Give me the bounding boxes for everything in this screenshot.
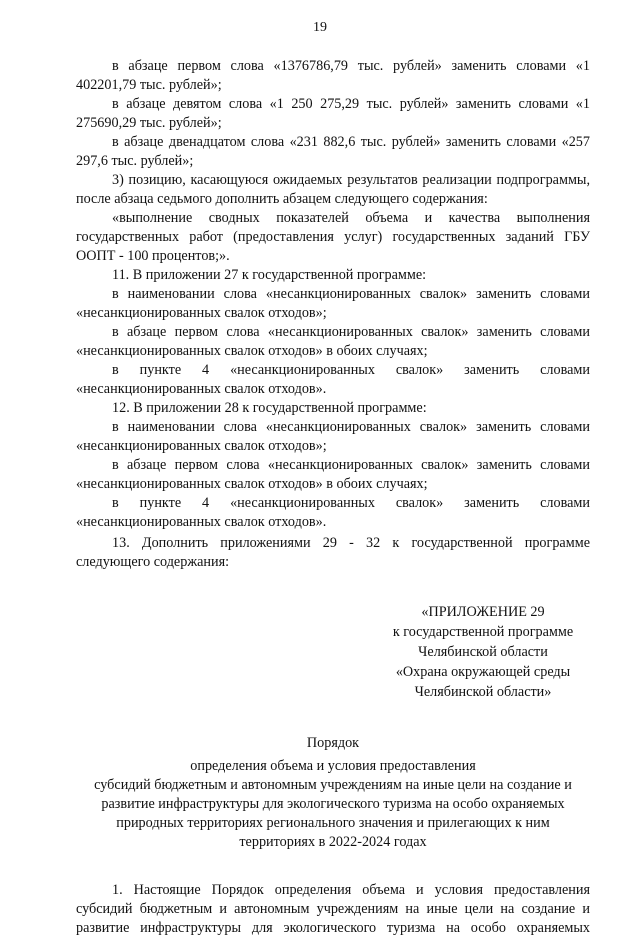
- paragraph-section-13: 13. Дополнить приложениями 29 - 32 к государственной программе следующего содержания:: [76, 535, 590, 570]
- appendix-line-2: к государственной программе: [392, 624, 574, 640]
- paragraph-amend-2: в абзаце девятом слова «1 250 275,29 тыс. рублей» заменить словами «1 275690,29 тыс. рублей»;: [76, 96, 590, 131]
- title-line-2: определения объема и условия предоставления: [190, 758, 476, 774]
- appendix-line-3: Челябинской области: [418, 644, 548, 660]
- paragraph-section-12: 12. В приложении 28 к государственной программе:: [112, 400, 427, 416]
- paragraph-11-c: в пункте 4 «несанкционированных свалок» заменить словами «несанкционированных свалок отходов».: [76, 362, 590, 397]
- paragraph-order-1: 1. Настоящие Порядок определения объема и условия предоставления субсидий бюджетным и автономным учреждениям на иные цели на создание и развитие инфраструктуры для экологического туризма на особо охраняемых: [76, 882, 590, 936]
- paragraph-12-b: в абзаце первом слова «несанкционированных свалок» заменить словами «несанкционированных свалок отходов» в обоих случаях;: [76, 457, 590, 492]
- appendix-header: [376, 602, 590, 702]
- paragraph-amend-1: в абзаце первом слова «1376786,79 тыс. рублей» заменить словами «1 402201,79 тыс. рублей»;: [76, 58, 590, 93]
- document-title: [76, 734, 590, 852]
- paragraph-12-c: в пункте 4 «несанкционированных свалок» заменить словами «несанкционированных свалок отходов».: [76, 495, 590, 530]
- paragraph-quote: «выполнение сводных показателей объема и качества выполнения государственных работ (предоставления услуг) государственных заданий ГБУ ООПТ - 100 процентов;».: [76, 210, 590, 264]
- document-body: [76, 57, 590, 938]
- appendix-line-1: «ПРИЛОЖЕНИЕ 29: [421, 604, 545, 620]
- page-number: 19: [313, 20, 327, 35]
- paragraph-11-a: в наименовании слова «несанкционированных свалок» заменить словами «несанкционированных свалок отходов»;: [76, 286, 590, 321]
- paragraph-item-3: 3) позицию, касающуюся ожидаемых результатов реализации подпрограммы, после абзаца седьмого дополнить абзацем следующего содержания:: [76, 172, 590, 207]
- title-line-6: территориях в 2022-2024 годах: [239, 834, 427, 850]
- paragraph-12-a: в наименовании слова «несанкционированных свалок» заменить словами «несанкционированных свалок отходов»;: [76, 419, 590, 454]
- appendix-line-4: «Охрана окружающей среды: [395, 664, 571, 680]
- title-line-3: субсидий бюджетным и автономным учреждениям на иные цели на создание и: [94, 777, 572, 793]
- paragraph-section-11: 11. В приложении 27 к государственной программе:: [112, 267, 427, 283]
- paragraph-11-b: в абзаце первом слова «несанкционированных свалок» заменить словами «несанкционированных свалок отходов» в обоих случаях;: [76, 324, 590, 359]
- paragraph-amend-3: в абзаце двенадцатом слова «231 882,6 тыс. рублей» заменить словами «257 297,6 тыс. рублей»;: [76, 134, 590, 169]
- title-line-5: природных территориях регионального значения и прилегающих к ним: [116, 815, 550, 831]
- title-line-1: Порядок: [306, 735, 360, 751]
- appendix-line-5: Челябинской области»: [414, 684, 552, 700]
- title-line-4: развитие инфраструктуры для экологического туризма на особо охраняемых: [101, 796, 565, 812]
